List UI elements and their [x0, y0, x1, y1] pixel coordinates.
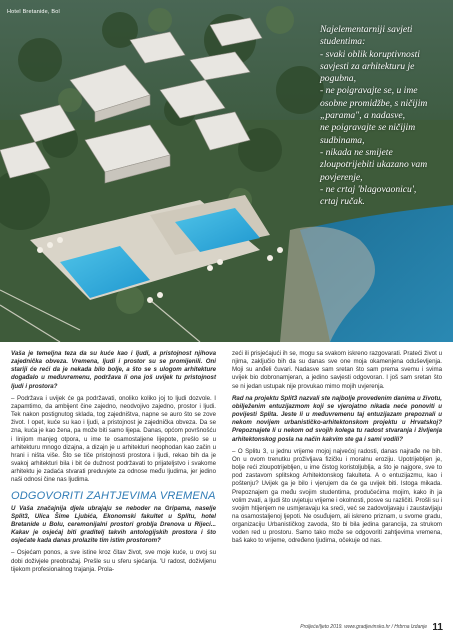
pull-quote — [320, 24, 450, 208]
interview-answer: – O Splitu 3, u jednu vrijeme mojoj najvećoj radosti, danas najrađe ne bih. On u ovom trenutku proživljava fizičku i moralnu eroziju. Upotrijebljen je, bolje reći zloupotrijebljen, u ime čistog koristoljublja, a što je najgore, sve to pod zastavom splitskog Arhitektonskog fakulteta. A o entuzijazmu, kao i poštenju? Uvijek ga je bilo i vjerujem da će ga uvijek biti. Istoga mikada. Prepoznajem ga među svojim studentima, produčećima mojim, kako ih ja volim zvati, a ljudi što uvjetuju vrijeme i okolnosti, posve su različiti. Prošli su i svojim htijenjem ne usmjeravaju ka sreći, već se zadovoljavaju i zaustavljaju na osamostaljenoj ljepoti. Ne osuđujem, ali iskreno priznam, u svome gradu, organizaciju Urbanističkog zavoda, što bi bila jedina garancija, za strukom voden red u prostoru. Samo tako može se odgovoriti zahtjevima vremena, baš kako to vrijeme, određeno ljudima, očekuje od nas. — [232, 447, 442, 545]
quote-line: - nikada ne smijete — [320, 146, 393, 158]
footer-text: Proljeće/ljeto 2019. www.gradjevinsko.hr / Hrbrna Izdanje — [300, 624, 428, 630]
quote-line: povjerenje, — [320, 171, 363, 183]
left-column — [11, 350, 216, 578]
interview-question: Vaša je temeljna teza da su kuće kao i ljudi, a pristojnost njihova zajednička obveza. Vremena, ljudi i prostor su se promijenili. Oni stariji će reći da je nekada bilo bolje, a što se s ulogom arhitekture događalo u međuvremenu, podržava li ona još uvijek tu pristojnost ljudi i prostora? — [11, 350, 216, 390]
interview-answer: – Podržava i uvijek će ga podržavati, onoliko koliko joj to ljudi dozvole. I zapamtimo, da ambijent čine zajedno, neodvojivo zajedno, prostor i ljudi. Tek nakon postignutog sklada, tog zajedništva, napne se auro što se zove život. I opet, kuće su kao i ljudi, a pristojnost je zajednička obveza. Da se zna, kuća je kao žena, pa može biti samo lijepa. Danas, općom površnošću i linijom manjeg otpora, u ime te osamostaljene lijepote, prešlo se u arhitekturu mnogo dizajna, a dizajn je u arhitekturi neophodan kao začin u hrani i ništa više. Što se tiče pristojnosti prostora i ljudi, rekao bih da je svakoj arhitekturi bila i bit će dužnost podržavati to prijateljstvo i svakome arhitektu je zadaća stvarati preduvjete za odnose među ljudima, jer jedino naši odnosi čine nas ljudima. — [11, 394, 216, 484]
photo-caption: Hotel Bretanide, Bol — [7, 9, 60, 15]
quote-line: zloupotrijebiti ukazano vam — [320, 159, 428, 171]
quote-line: osobne promidžbe, s ničijim — [320, 97, 428, 109]
quote-line: pogubna, — [320, 73, 356, 85]
interview-question: Rad na projektu Split3 nazvali ste najbolje provedenim danima u životu, obilježenim entuzijazmom koji se vjerojatno nikada neće ponoviti u povijesti Splita. Jeste li u međuvremenu taj entuzijazam prepoznali u nekom novijem urbanističko-arhitektonskom projektu u Hrvatskoj? Prepoznajete li u nekom od svojih kolega tu radost stvaranja i življenja arhitektonskog posla na način kakvim ste ga i sami vodili? — [232, 394, 442, 443]
interview-answer: – Osjećam ponos, a sve istine kroz čitav život, sve moje kuće, u ovoj su dobi doživjele preobražaj. Prešle su u sferu sjećanja. 'U radost, doživljenu tijekom profesionalnog trajanja. Prola- — [11, 549, 216, 573]
quote-line: sudbinama, — [320, 134, 365, 146]
right-column — [232, 350, 442, 550]
quote-line: studentima: — [320, 36, 366, 48]
interview-answer: zeći ili prisjećajući ih se, mogu sa svakom iskreno razgovarati. Prateći život u njima, zaključio bih da su danas sve one moja okamenjena oduševljenja. Moji su anđeli čuvari. Nadasve sam sretan što sam prema svemu i svima uvijek bio dobronamjeran, a jedino savjesti odgovoran. I još sam sretan što se ni jedan ustupak nije provukao mimo mojih uvjerenja. — [232, 350, 442, 390]
page-number: 11 — [432, 622, 443, 633]
interview-question: U Vaša značajnija djela ubrajaju se neboder na Gripama, naselje Split3, Ulica Šime Ljubića, Ekonomski fakultet u Splitu, hotel Bretanide u Bolu, ceremonijalni prostori groblja Drenova u Rijeci... Kakav je osjećaj biti graditelj takvih antologijskih prostora i što osjećate kada danas prolazite tim istim prostorom? — [11, 504, 216, 545]
quote-line: - ne poigravajte se, u ime — [320, 85, 418, 97]
quote-line: - ne crtaj 'blagovaonicu', — [320, 183, 417, 195]
quote-line: savjesti za arhitekturu je — [320, 60, 415, 72]
quote-line: Najelementarniji savjeti — [320, 24, 413, 35]
quote-line: - svaki oblik koruptivnosti — [320, 48, 420, 60]
quote-line: ne poigravajte se ničijim — [320, 122, 416, 134]
quote-line: crtaj ručak. — [320, 196, 365, 208]
quote-line: „parama", a nadasve, — [320, 110, 406, 122]
section-heading: ODGOVORITI ZAHTJEVIMA VREMENA — [11, 489, 216, 502]
page-footer — [300, 622, 443, 633]
